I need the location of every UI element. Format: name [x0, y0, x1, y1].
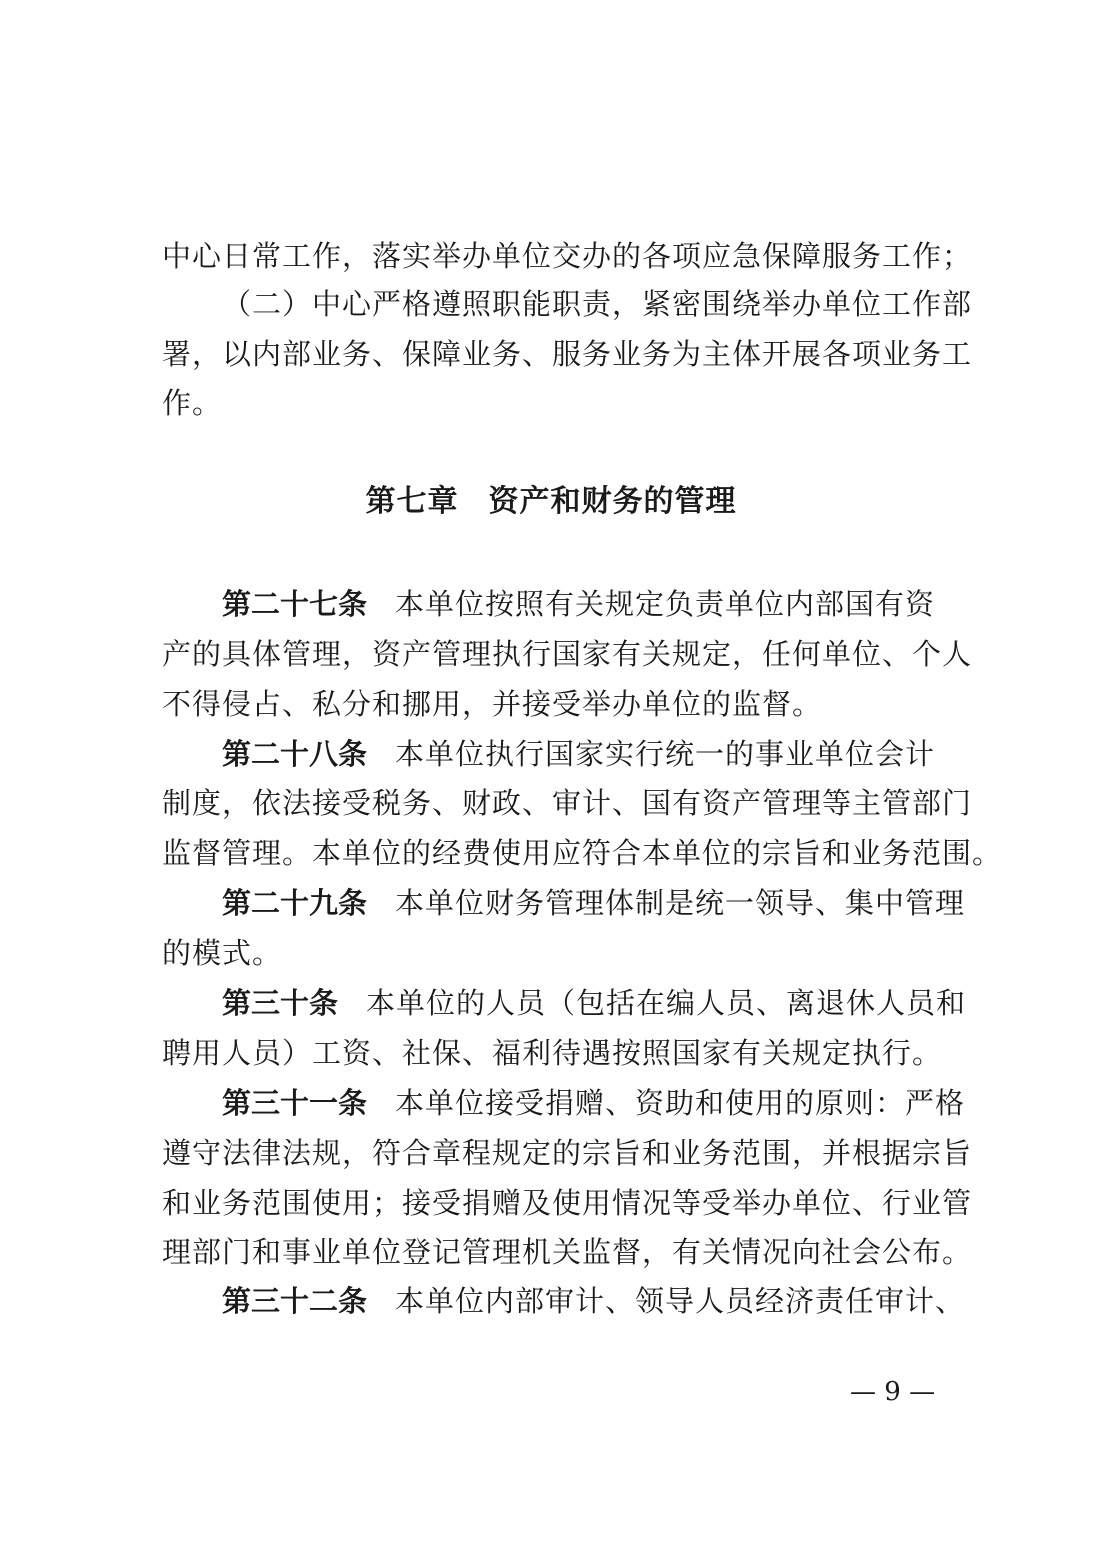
- chapter-title: 资产和财务的管理: [488, 484, 737, 519]
- chapter-heading: [0, 480, 1102, 524]
- article-29-line-2: 的模式。: [162, 936, 283, 970]
- article-27-line-2: 产的具体管理，资产管理执行国家有关规定，任何单位、个人: [162, 637, 973, 671]
- article-30-line-2: 聘用人员）工资、社保、福利待遇按照国家有关规定执行。: [162, 1036, 943, 1070]
- article-29-line-1: [222, 883, 966, 923]
- article-text: 本单位按照有关规定负责单位内部国有资: [395, 587, 936, 621]
- article-31-line-3: 和业务范围使用；接受捐赠及使用情况等受举办单位、行业管: [162, 1186, 973, 1220]
- article-text: 本单位的人员（包括在编人员、离退休人员和: [366, 986, 967, 1020]
- article-28-line-3: 监督管理。本单位的经费使用应符合本单位的宗旨和业务范围。: [162, 836, 1003, 870]
- article-27-line-1: [222, 584, 952, 624]
- article-28-line-2: 制度，依法接受税务、财政、审计、国有资产管理等主管部门: [162, 786, 973, 820]
- article-text: 本单位执行国家实行统一的事业单位会计: [395, 737, 936, 771]
- article-text: 本单位接受捐赠、资助和使用的原则：严格: [395, 1086, 966, 1120]
- intro-line-3: 署，以内部业务、保障业务、服务业务为主体开展各项业务工: [162, 337, 973, 371]
- article-28-line-1: [222, 734, 952, 774]
- article-27-line-3: 不得侵占、私分和挪用，并接受举办单位的监督。: [162, 687, 823, 721]
- article-text: 本单位内部审计、领导人员经济责任审计、: [395, 1284, 966, 1318]
- article-label: 第二十九条: [222, 886, 368, 920]
- page-number: — 9 —: [850, 1377, 936, 1407]
- article-text: 本单位财务管理体制是统一领导、集中管理: [395, 886, 966, 920]
- article-31-line-2: 遵守法律法规，符合章程规定的宗旨和业务范围，并根据宗旨: [162, 1136, 973, 1170]
- article-label: 第三十一条: [222, 1086, 368, 1120]
- article-31-line-4: 理部门和事业单位登记管理机关监督，有关情况向社会公布。: [162, 1235, 973, 1269]
- intro-line-2: （二）中心严格遵照职能职责，紧密围绕举办单位工作部: [222, 287, 973, 321]
- article-label: 第三十条: [222, 986, 339, 1020]
- article-31-line-1: [222, 1083, 966, 1123]
- chapter-number: 第七章: [365, 484, 459, 519]
- article-label: 第二十八条: [222, 737, 368, 771]
- article-label: 第三十二条: [222, 1284, 368, 1318]
- intro-line-1: 中心日常工作，落实举办单位交办的各项应急保障服务工作；: [162, 239, 973, 273]
- article-32-line-1: [222, 1281, 966, 1321]
- article-label: 第二十七条: [222, 587, 368, 621]
- article-30-line-1: [222, 983, 967, 1023]
- intro-line-4: 作。: [162, 386, 223, 420]
